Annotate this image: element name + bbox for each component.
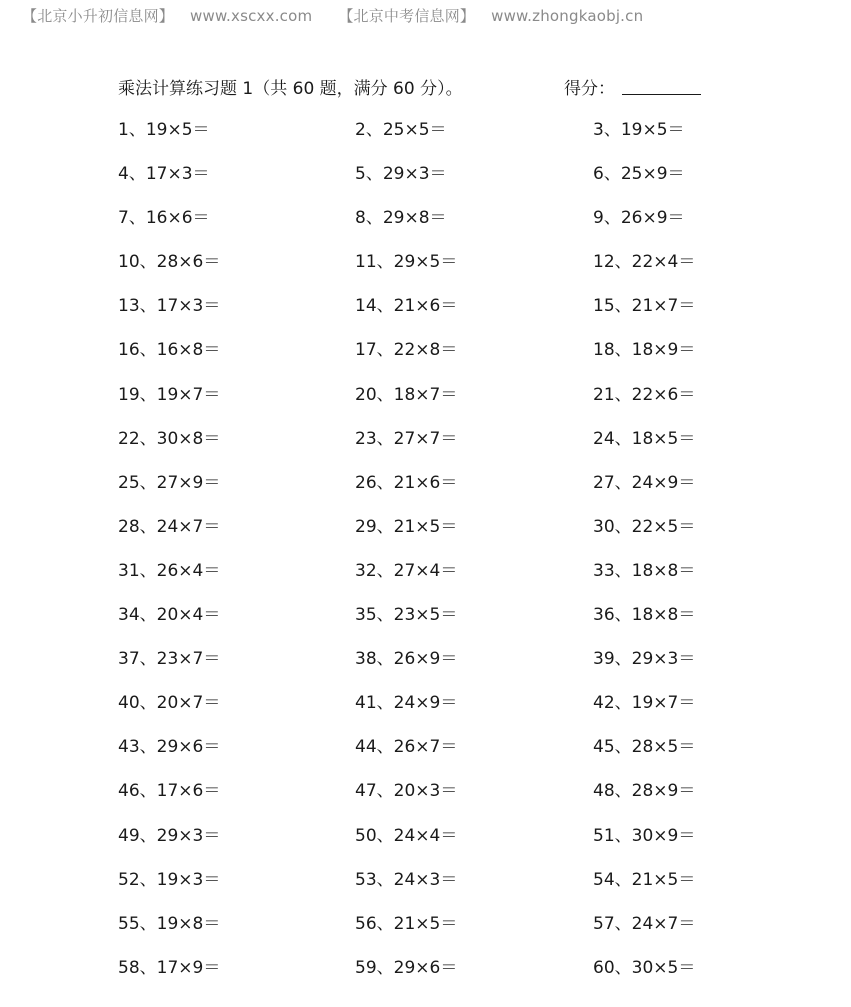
- problem-item: 17、22×8＝: [355, 340, 458, 361]
- problem-item: 6、25×9＝: [593, 164, 685, 185]
- problem-row: [118, 647, 738, 691]
- problem-item: 3、19×5＝: [593, 120, 685, 140]
- problem-item: 41、24×9＝: [355, 693, 458, 714]
- problem-row: [118, 559, 738, 603]
- problem-item: 40、20×7＝: [118, 693, 221, 714]
- site2-label: 【北京中考信息网】: [338, 7, 476, 25]
- problem-item: 21、22×6＝: [593, 384, 696, 405]
- problem-item: 45、28×5＝: [593, 737, 696, 758]
- worksheet-title: 乘法计算练习题 1（共 60 题，满分 60 分）。: [118, 79, 463, 99]
- problem-item: 27、24×9＝: [593, 472, 696, 493]
- problem-item: 31、26×4＝: [118, 560, 221, 581]
- problem-row: [118, 294, 738, 338]
- problem-item: 29、21×5＝: [355, 516, 458, 537]
- problem-item: 4、17×3＝: [118, 164, 210, 185]
- problem-item: 32、27×4＝: [355, 560, 458, 581]
- title-row: [118, 74, 718, 100]
- problem-grid: [118, 118, 738, 1000]
- problem-item: 51、30×9＝: [593, 825, 696, 846]
- problem-row: [118, 515, 738, 559]
- problem-row: [118, 338, 738, 382]
- problem-item: 34、20×4＝: [118, 605, 221, 626]
- problem-row: [118, 471, 738, 515]
- problem-item: 38、26×9＝: [355, 649, 458, 670]
- problem-item: 19、19×7＝: [118, 384, 221, 405]
- problem-item: 23、27×7＝: [355, 428, 458, 449]
- problem-item: 14、21×6＝: [355, 296, 458, 317]
- problem-item: 35、23×5＝: [355, 605, 458, 626]
- problem-row: [118, 779, 738, 823]
- problem-item: 9、26×9＝: [593, 208, 685, 229]
- problem-item: 37、23×7＝: [118, 649, 221, 670]
- problem-item: 28、24×7＝: [118, 516, 221, 537]
- problem-item: 22、30×8＝: [118, 428, 221, 449]
- problem-item: 49、29×3＝: [118, 825, 221, 846]
- problem-row: [118, 162, 738, 206]
- problem-item: 15、21×7＝: [593, 296, 696, 317]
- site2-url: www.zhongkaobj.cn: [491, 7, 644, 25]
- problem-item: 36、18×8＝: [593, 605, 696, 626]
- problem-item: 47、20×3＝: [355, 781, 458, 802]
- problem-row: [118, 956, 738, 1000]
- problem-item: 50、24×4＝: [355, 825, 458, 846]
- problem-item: 54、21×5＝: [593, 869, 696, 890]
- problem-row: [118, 118, 738, 162]
- problem-item: 7、16×6＝: [118, 208, 210, 229]
- problem-item: 44、26×7＝: [355, 737, 458, 758]
- problem-item: 8、29×8＝: [355, 208, 447, 229]
- problem-item: 1、19×5＝: [118, 120, 210, 140]
- problem-item: 56、21×5＝: [355, 913, 458, 934]
- problem-item: 55、19×8＝: [118, 913, 221, 934]
- problem-item: 5、29×3＝: [355, 164, 447, 185]
- problem-row: [118, 868, 738, 912]
- site1-label: 【北京小升初信息网】: [22, 7, 175, 25]
- problem-item: 59、29×6＝: [355, 957, 458, 978]
- header-watermark: [22, 5, 643, 26]
- problem-item: 11、29×5＝: [355, 252, 458, 273]
- problem-item: 58、17×9＝: [118, 957, 221, 978]
- problem-item: 13、17×3＝: [118, 296, 221, 317]
- problem-row: [118, 912, 738, 956]
- problem-item: 25、27×9＝: [118, 472, 221, 493]
- score-blank-line: [622, 94, 701, 95]
- problem-item: 10、28×6＝: [118, 252, 221, 273]
- problem-row: [118, 691, 738, 735]
- problem-row: [118, 250, 738, 294]
- problem-row: [118, 824, 738, 868]
- problem-item: 43、29×6＝: [118, 737, 221, 758]
- problem-item: 48、28×9＝: [593, 781, 696, 802]
- problem-item: 33、18×8＝: [593, 560, 696, 581]
- problem-row: [118, 383, 738, 427]
- problem-item: 53、24×3＝: [355, 869, 458, 890]
- problem-item: 12、22×4＝: [593, 252, 696, 273]
- problem-row: [118, 206, 738, 250]
- problem-item: 18、18×9＝: [593, 340, 696, 361]
- problem-item: 2、25×5＝: [355, 120, 447, 140]
- problem-row: [118, 603, 738, 647]
- problem-item: 30、22×5＝: [593, 516, 696, 537]
- problem-item: 24、18×5＝: [593, 428, 696, 449]
- problem-item: 39、29×3＝: [593, 649, 696, 670]
- problem-item: 26、21×6＝: [355, 472, 458, 493]
- problem-item: 16、16×8＝: [118, 340, 221, 361]
- problem-row: [118, 735, 738, 779]
- problem-item: 46、17×6＝: [118, 781, 221, 802]
- problem-item: 60、30×5＝: [593, 957, 696, 978]
- problem-item: 20、18×7＝: [355, 384, 458, 405]
- problem-item: 52、19×3＝: [118, 869, 221, 890]
- score-label: 得分：: [564, 79, 615, 99]
- site1-url: www.xscxx.com: [190, 7, 313, 25]
- problem-item: 57、24×7＝: [593, 913, 696, 934]
- problem-item: 42、19×7＝: [593, 693, 696, 714]
- problem-row: [118, 427, 738, 471]
